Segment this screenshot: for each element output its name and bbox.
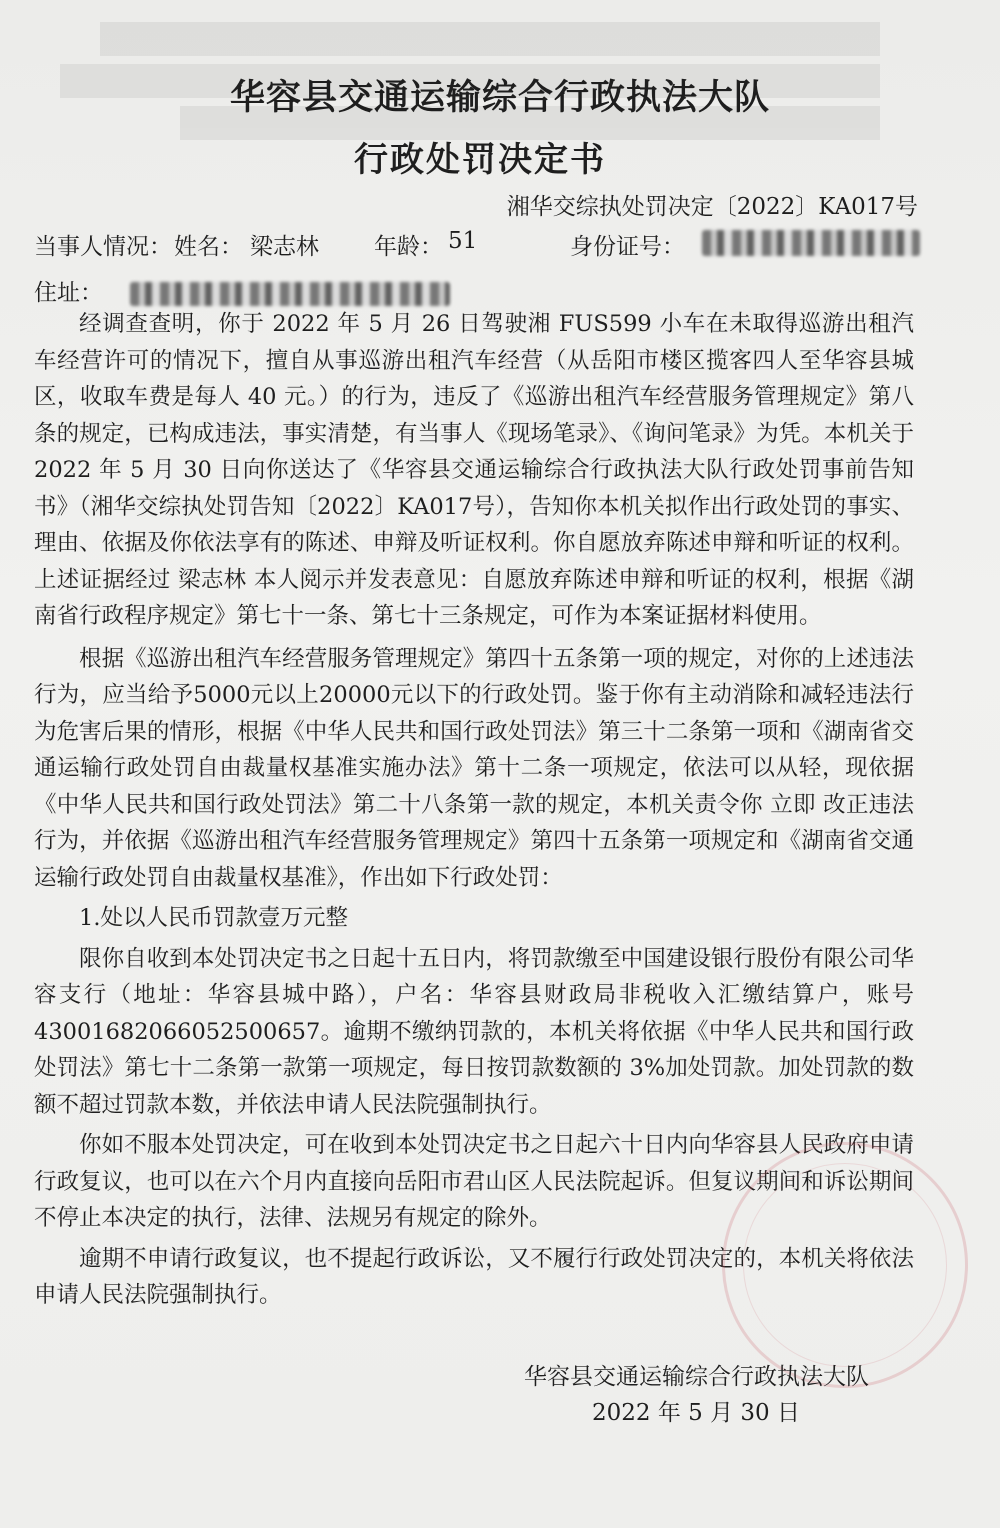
address-label: 住址： <box>34 280 103 306</box>
signature-agency: 华容县交通运输综合行政执法大队 <box>524 1364 869 1390</box>
paragraph-investigation: 经调查查明，你于 2022 年 5 月 26 日驾驶湘 FUS599 小车在未取得巡游出租汽车经营许可的情况下，擅自从事巡游出租汽车经营（从岳阳市楼区揽客四人至华容县城区，收取车费是每人 40 元。）的行为，违反了《巡游出租汽车经营服务管理规定》第八条的规定，已构成违法，事实清楚，有当事人《现场笔录》、《询问笔录》为凭。本机关于 2022 年 5 月 30 日向你送达了《华容县交通运输综合行政执法大队行政处罚事前告知书》（湘华交综执处罚告知〔2022〕KA017号），告知你本机关拟作出行政处罚的事实、理由、依据及你依法享有的陈述、申辩及听证权利。你自愿放弃陈述申辩和听证的权利。上述证据经过 梁志林 本人阅示并发表意见：自愿放弃陈述申辩和听证的权利，根据《湖南省行政程序规定》第七十一条、第七十三条规定，可作为本案证据材料使用。 <box>34 311 914 629</box>
party-info-row <box>34 228 934 264</box>
agency-title: 华容县交通运输综合行政执法大队 <box>229 78 770 118</box>
age-label: 年龄： <box>374 234 443 260</box>
paragraph-appeal: 你如不服本处罚决定，可在收到本处罚决定书之日起六十日内向华容县人民政府申请行政复议，也可以在六个月内直接向岳阳市君山区人民法院起诉。但复议期间和诉讼期间不停止本决定的执行，法律、法规另有规定的除外。 <box>34 1132 914 1231</box>
party-name: 梁志林 <box>250 234 319 260</box>
party-label: 当事人情况： <box>34 234 172 260</box>
document-type-title: 行政处罚决定书 <box>354 140 606 180</box>
address-redacted <box>130 282 450 306</box>
id-label: 身份证号： <box>570 234 685 260</box>
decision-body <box>34 306 914 1314</box>
signature-date: 2022 年 5 月 30 日 <box>592 1400 800 1426</box>
document-number: 湘华交综执处罚决定〔2022〕KA017号 <box>506 194 918 220</box>
name-label: 姓名： <box>174 234 243 260</box>
paragraph-enforcement: 逾期不申请行政复议，也不提起行政诉讼，又不履行行政处罚决定的，本机关将依法申请人民法院强制执行。 <box>34 1245 914 1308</box>
party-age: 51 <box>448 228 478 254</box>
address-row <box>34 274 450 307</box>
penalty-item: 1.处以人民币罚款壹万元整 <box>79 905 348 931</box>
paragraph-legal-basis: 根据《巡游出租汽车经营服务管理规定》第四十五条第一项的规定，对你的上述违法行为，应当给予5000元以上20000元以下的行政处罚。鉴于你有主动消除和减轻违法行为危害后果的情形，根据《中华人民共和国行政处罚法》第三十二条第一项和《湖南省交通运输行政处罚自由裁量权基准实施办法》第十二条一项规定，依法可以从轻，现依据《中华人民共和国行政处罚法》第二十八条第一款的规定，本机关责令你 立即 改正违法行为，并依据《巡游出租汽车经营服务管理规定》第四十五条第一项规定和《湖南省交通运输行政处罚自由裁量权基准》，作出如下行政处罚： <box>34 645 914 891</box>
paragraph-payment: 限你自收到本处罚决定书之日起十五日内，将罚款缴至中国建设银行股份有限公司华容支行（地址：华容县城中路），户名：华容县财政局非税收入汇缴结算户，账号 43001682066052500657。逾期不缴纳罚款的，本机关将依据《中华人民共和国行政处罚法》第七十二条第一款第一项规定，每日按罚款数额的 3%加处罚款。加处罚款的数额不超过罚款本数，并依法申请人民法院强制执行。 <box>34 945 914 1118</box>
